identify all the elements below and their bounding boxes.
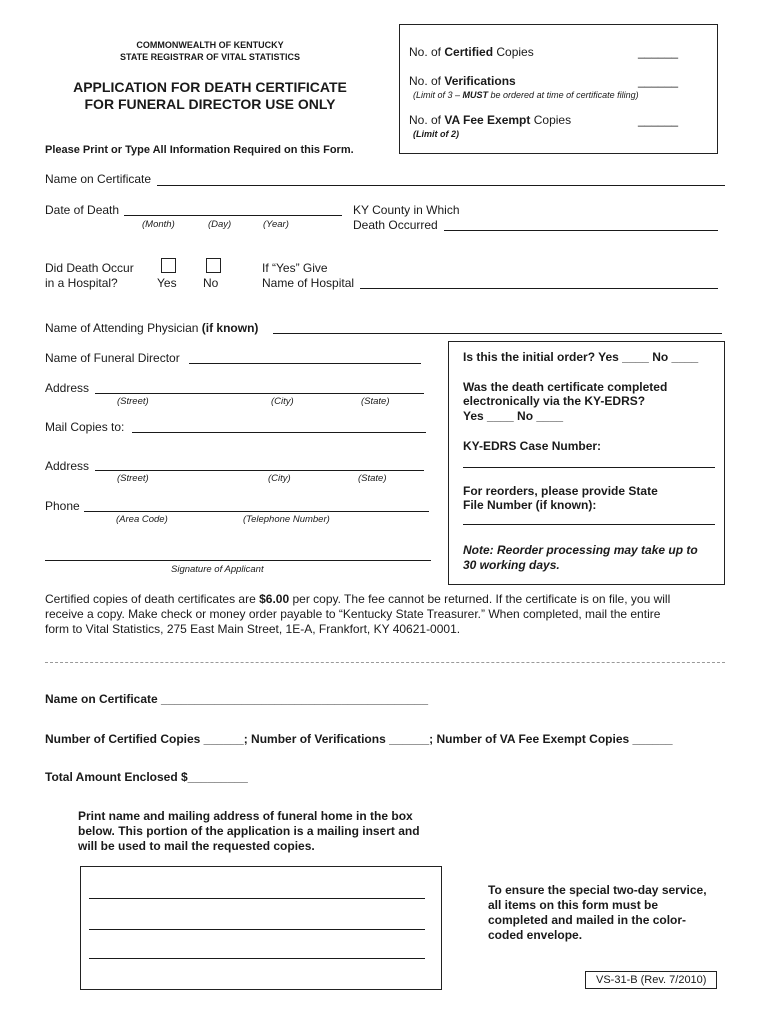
hospital-question-1: Did Death Occur	[45, 261, 134, 275]
verifications-field[interactable]: ______	[638, 74, 679, 88]
funeral-director-input[interactable]	[189, 363, 421, 364]
county-input[interactable]	[444, 230, 718, 231]
year-caption: (Year)	[263, 219, 289, 230]
certified-copies-label: No. of Certified Copies	[409, 45, 534, 59]
phone-input[interactable]	[84, 511, 429, 512]
if-yes-label-2: Name of Hospital	[262, 276, 355, 290]
hospital-yes-label: Yes	[157, 276, 177, 290]
reorder-label-1: For reorders, please provide State	[463, 484, 658, 498]
instructions: Please Print or Type All Information Required on this Form.	[45, 144, 354, 156]
form-title-line-1: APPLICATION FOR DEATH CERTIFICATE	[73, 79, 347, 95]
certified-copies-field[interactable]: ______	[638, 45, 679, 59]
total-amount: Total Amount Enclosed $_________	[45, 770, 248, 784]
va-copies-note: (Limit of 2)	[413, 129, 459, 139]
agency-line-1: COMMONWEALTH OF KENTUCKY	[136, 40, 284, 50]
service-note-3: completed and mailed in the color-	[488, 913, 687, 927]
agency-line-2: STATE REGISTRAR OF VITAL STATISTICS	[120, 52, 300, 62]
date-of-death-label: Date of Death	[45, 203, 120, 217]
mailing-address-line-1[interactable]	[89, 898, 425, 899]
address-label: Address	[45, 381, 90, 395]
mailing-instructions-2: below. This portion of the application is a mailing insert and	[78, 824, 420, 838]
reorder-note-1: Note: Reorder processing may take up to	[463, 543, 698, 557]
state-caption: (State)	[361, 396, 390, 407]
if-yes-label-1: If “Yes” Give	[262, 261, 328, 275]
file-number-input[interactable]	[463, 524, 715, 525]
verifications-label: No. of Verifications	[409, 74, 516, 88]
hospital-no-label: No	[203, 276, 219, 290]
month-caption: (Month)	[142, 219, 175, 230]
mail-copies-label: Mail Copies to:	[45, 420, 125, 434]
initial-order-question: Is this the initial order? Yes ____ No ____	[463, 350, 699, 364]
service-note-1: To ensure the special two-day service,	[488, 883, 707, 897]
fee-text-line-3: form to Vital Statistics, 275 East Main Street, 1E-A, Frankfort, KY 40621-0001.	[45, 622, 461, 636]
name-on-certificate-input[interactable]	[157, 185, 725, 186]
lower-name-on-certificate: Name on Certificate ________________________________________	[45, 692, 428, 706]
mail-address-label: Address	[45, 459, 90, 473]
funeral-director-label: Name of Funeral Director	[45, 351, 180, 365]
mail-state-caption: (State)	[358, 473, 387, 484]
street-caption: (Street)	[117, 396, 149, 407]
mailing-address-line-2[interactable]	[89, 929, 425, 930]
service-note-2: all items on this form must be	[488, 898, 659, 912]
physician-label: Name of Attending Physician (if known)	[45, 321, 259, 335]
mail-copies-input[interactable]	[132, 432, 426, 433]
day-caption: (Day)	[208, 219, 232, 230]
form-title-line-2: FOR FUNERAL DIRECTOR USE ONLY	[84, 96, 336, 112]
service-note-4: coded envelope.	[488, 928, 583, 942]
phone-label: Phone	[45, 499, 80, 513]
edrs-question-3: Yes ____ No ____	[463, 409, 564, 423]
mailing-address-box	[80, 866, 442, 990]
city-caption: (City)	[271, 396, 294, 407]
mailing-address-line-3[interactable]	[89, 958, 425, 959]
county-label-1: KY County in Which	[353, 203, 460, 217]
reorder-label-2: File Number (if known):	[463, 498, 597, 512]
va-copies-label: No. of VA Fee Exempt Copies	[409, 113, 572, 127]
cut-line	[45, 662, 725, 663]
date-of-death-input[interactable]	[124, 215, 342, 216]
edrs-question-1: Was the death certificate completed	[463, 380, 668, 394]
reorder-note-2: 30 working days.	[463, 558, 560, 572]
hospital-question-2: in a Hospital?	[45, 276, 118, 290]
lower-copy-counts: Number of Certified Copies ______; Number of Verifications ______; Number of VA Fee Exempt Copies ______	[45, 732, 673, 746]
form-id: VS-31-B (Rev. 7/2010)	[585, 971, 717, 989]
mailing-instructions-3: will be used to mail the requested copies.	[78, 839, 315, 853]
fee-text-line-2: receive a copy. Make check or money order payable to “Kentucky State Treasurer.” When completed, mail the entire	[45, 607, 661, 621]
case-number-input[interactable]	[463, 467, 715, 468]
signature-input[interactable]	[45, 560, 431, 561]
edrs-question-2: electronically via the KY-EDRS?	[463, 394, 646, 408]
case-number-label: KY-EDRS Case Number:	[463, 439, 602, 453]
mail-address-input[interactable]	[95, 470, 424, 471]
area-code-caption: (Area Code)	[116, 514, 168, 525]
mailing-instructions-1: Print name and mailing address of funeral home in the box	[78, 809, 413, 823]
signature-caption: Signature of Applicant	[171, 564, 264, 575]
address-input[interactable]	[95, 393, 424, 394]
va-copies-field[interactable]: ______	[638, 113, 679, 127]
physician-input[interactable]	[273, 333, 722, 334]
mail-street-caption: (Street)	[117, 473, 149, 484]
verifications-note: (Limit of 3 – MUST be ordered at time of certificate filing)	[413, 90, 639, 100]
mail-city-caption: (City)	[268, 473, 291, 484]
telephone-caption: (Telephone Number)	[243, 514, 330, 525]
hospital-name-input[interactable]	[360, 288, 718, 289]
hospital-yes-checkbox[interactable]	[161, 258, 176, 273]
hospital-no-checkbox[interactable]	[206, 258, 221, 273]
name-on-certificate-label: Name on Certificate	[45, 172, 152, 186]
fee-text-line-1: Certified copies of death certificates are $6.00 per copy. The fee cannot be returned. If the certificate is on file, you will	[45, 592, 671, 606]
county-label-2: Death Occurred	[353, 218, 438, 232]
